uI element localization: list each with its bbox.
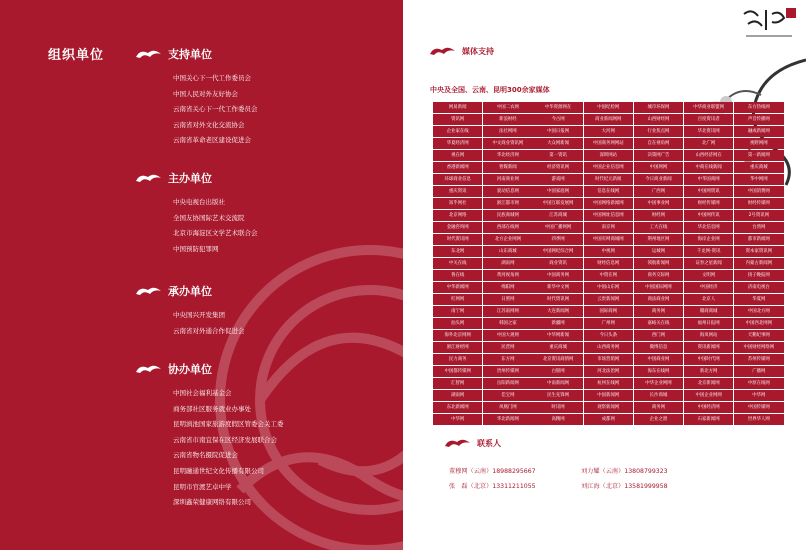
- media-cell: 商务交际网: [634, 270, 683, 281]
- media-cell: 证券之星新闻: [684, 258, 733, 269]
- media-cell: 海东在线网: [634, 366, 683, 377]
- media-cell: 新北方网: [684, 366, 733, 377]
- media-cell: 中国传媒网: [734, 402, 783, 413]
- media-cell: 天鹅纪事网: [734, 330, 783, 341]
- media-cell: 重庆资讯: [433, 186, 482, 197]
- media-cell: 中国家庭网: [533, 186, 582, 197]
- media-cell: 江苏商城: [533, 210, 582, 221]
- media-cell: 新浪财经: [483, 114, 532, 125]
- media-cell: 中华网新闻: [533, 330, 582, 341]
- media-cell: 四季网: [533, 234, 582, 245]
- media-cell: 西部在线网: [483, 222, 532, 233]
- media-cell: 嘉峪关在线: [634, 318, 683, 329]
- media-cell: 中国国际网网: [634, 282, 683, 293]
- media-cell: 鲁在线: [433, 270, 482, 281]
- media-cell: 信息在线网: [584, 186, 633, 197]
- media-cell: 红网网: [433, 294, 482, 305]
- media-cell: 中华企业网网: [634, 378, 683, 389]
- media-cell: 2号资讯网: [734, 210, 783, 221]
- media-cell: 民力商务: [433, 354, 482, 365]
- media-cell: 杭州在线网: [584, 378, 633, 389]
- contact-list: [449, 464, 713, 494]
- cloud-icon: [134, 362, 164, 376]
- media-cell: 东方网: [483, 354, 532, 365]
- media-cell: 领航新闻网: [634, 258, 683, 269]
- org-item: 中国社会福利基金会: [173, 389, 232, 397]
- media-cell: 华夏网: [734, 294, 783, 305]
- logo-seal-icon: [738, 4, 800, 44]
- media-cell: 中南新闻网: [533, 378, 582, 389]
- org-item: 中国关心下一代工作委员会: [173, 74, 251, 82]
- media-cell: 广州网: [584, 318, 633, 329]
- media-cell: 绵阳网: [483, 282, 532, 293]
- contact-title: 联系人: [477, 438, 501, 448]
- media-cell: 中国事业网: [634, 198, 683, 209]
- media-cell: 新疆网: [533, 318, 582, 329]
- org-item: 商务部社区服务就业办事处: [173, 404, 251, 413]
- media-cell: 山西财经网: [634, 114, 683, 125]
- media-cell: 今日头条: [584, 330, 633, 341]
- media-cell: 苏州传媒网: [734, 354, 783, 365]
- media-cell: 大众网新闻: [533, 138, 582, 149]
- media-cell: 山东商城: [483, 246, 532, 257]
- media-cell: 湖南网: [433, 390, 482, 401]
- media-cell: 网易新闻: [433, 102, 482, 113]
- cloud-icon: [443, 436, 473, 450]
- media-cell: 国际商网: [584, 306, 633, 317]
- media-cell: 湖南网: [483, 258, 532, 269]
- media-grid: [433, 102, 784, 425]
- media-cell: 民生先锋网: [533, 390, 582, 401]
- media-cell: 赣商商城: [684, 306, 733, 317]
- media-cell: 世界华人网: [734, 414, 783, 425]
- media-cell: 石家新闻网: [684, 414, 733, 425]
- media-cell: 荆州地区网: [634, 234, 683, 245]
- media-cell: 第一新闻网: [734, 150, 783, 161]
- section-organizer: [134, 283, 245, 339]
- media-cell: 中国二农网: [483, 102, 532, 113]
- media-cell: 河北法治网: [584, 366, 633, 377]
- media-cell: 经济资讯网: [533, 162, 582, 173]
- cloud-icon: [134, 47, 164, 61]
- media-cell: 中国网资讯: [684, 186, 733, 197]
- media-cell: 企业家在线: [433, 126, 482, 137]
- media-cell: 环球商业信息: [433, 174, 482, 185]
- media-cell: 百度资讯者: [684, 114, 733, 125]
- media-title: 媒体支持: [462, 46, 494, 56]
- media-cell: 中国山东网: [584, 282, 633, 293]
- media-cell: 商务网: [634, 402, 683, 413]
- section-heading: 协办单位: [168, 363, 212, 376]
- media-cell: 决策网广告: [634, 150, 683, 161]
- section-support: [134, 46, 258, 149]
- media-cell: 贵州传媒网: [483, 366, 532, 377]
- media-cell: 中国新闻网: [584, 390, 633, 401]
- contact-entry: 董穆网（云南）18988295667: [449, 468, 536, 475]
- media-cell: 游戏网: [533, 174, 582, 185]
- media-cell: 深圳网站: [584, 150, 633, 161]
- media-cell: 山西经济网在: [684, 150, 733, 161]
- media-cell: 都市新闻网: [734, 234, 783, 245]
- media-cell: 中国消费网: [734, 186, 783, 197]
- media-cell: 华北信息网: [684, 222, 733, 233]
- media-heading: [428, 44, 494, 58]
- media-cell: 智媒新闻: [483, 162, 532, 173]
- media-cell: 时代资讯网: [533, 294, 582, 305]
- media-cell: 中国经济网: [684, 402, 733, 413]
- media-cell: 民族商城网: [483, 210, 532, 221]
- media-cell: 视野网网: [734, 138, 783, 149]
- media-cell: 长沙商城: [634, 390, 683, 401]
- media-cell: 中国企业网网: [684, 390, 733, 401]
- org-item: 昆明融通世纪文化传播有限公司: [173, 466, 264, 475]
- media-cell: 中华新闻网: [433, 282, 482, 293]
- media-cell: 香港新闻网: [433, 162, 482, 173]
- media-cell: 民营网: [483, 342, 532, 353]
- media-cell: 中国北方网: [734, 306, 783, 317]
- media-cell: 商业新闻网网: [584, 114, 633, 125]
- media-cell: 北京人: [684, 294, 733, 305]
- media-cell: 中国纪检网: [584, 102, 633, 113]
- media-cell: 第一资讯: [533, 150, 582, 161]
- section-heading: 承办单位: [168, 285, 212, 298]
- media-cell: 江苏南网网: [483, 306, 532, 317]
- media-cell: 华夏经济网: [433, 138, 482, 149]
- media-cell: 行业焦点网: [634, 126, 683, 137]
- organizers-title: 组织单位: [48, 48, 105, 63]
- media-cell: 爱动信息网: [483, 186, 532, 197]
- media-cell: 千龙网-资讯: [684, 246, 733, 257]
- media-cell: 海岚网站: [684, 330, 733, 341]
- media-cell: 财经传媒网: [734, 198, 783, 209]
- media-cell: 中视网: [584, 246, 633, 257]
- media-cell: 岳阳新闻网: [483, 378, 532, 389]
- org-item: 昆明市官渡艺卓中学: [173, 482, 232, 491]
- media-cell: 金融咨询网: [433, 222, 482, 233]
- media-cell: 高精网: [533, 414, 582, 425]
- media-cell: 微博信息: [634, 342, 683, 353]
- section-co-organizer: [134, 361, 284, 511]
- org-item: 深圳鑫荣健康网络有限公司: [173, 498, 251, 507]
- media-cell: 东北新闻网: [433, 402, 482, 413]
- media-cell: 商务网: [634, 306, 683, 317]
- media-cell: 中关在线: [433, 258, 482, 269]
- media-cell: 北京网络: [433, 210, 482, 221]
- media-cell: 中国商务网: [533, 270, 582, 281]
- media-cell: 商法商业网: [634, 294, 683, 305]
- cloud-icon: [428, 44, 458, 58]
- media-cell: 中国企业信息网: [584, 162, 633, 173]
- media-panel: [403, 0, 806, 550]
- media-cell: 中国网传讯: [684, 210, 733, 221]
- media-cell: 中国大观网: [483, 330, 532, 341]
- media-cell: 资讯网: [433, 114, 482, 125]
- media-cell: 华北经济网: [483, 150, 532, 161]
- media-cell: 中国西北网网: [734, 318, 783, 329]
- media-cell: 浙江财经网: [433, 342, 482, 353]
- media-cell: 中国网络新闻网: [584, 198, 633, 209]
- media-cell: 浙江都市网: [483, 198, 532, 209]
- org-item: 中国预防犯罪网: [173, 244, 219, 253]
- media-cell: 中国财经网络网: [734, 342, 783, 353]
- media-cell: 日照网: [483, 294, 532, 305]
- media-cell: 北京新闻网: [684, 378, 733, 389]
- media-cell: 中华国商网: [684, 174, 733, 185]
- media-cell: 中国有网商城网: [584, 234, 633, 245]
- contact-entry: 张 磊（北京）13311211055: [449, 483, 536, 490]
- media-cell: 华北资讯网: [684, 126, 733, 137]
- contact-entry: 刘江海（北京）13581999958: [581, 483, 668, 490]
- org-item: 云南省革命老区建设促进会: [173, 136, 251, 145]
- media-cell: 白银网: [533, 366, 582, 377]
- media-cell: 中商在线新闻: [684, 162, 733, 173]
- section-heading: 支持单位: [168, 48, 212, 61]
- media-cell: 河南商业网: [483, 174, 532, 185]
- media-cell: 山西商务网: [584, 342, 633, 353]
- media-cell: 财经信息网: [584, 258, 633, 269]
- section-host: [134, 170, 258, 257]
- media-cell: 今古网: [533, 114, 582, 125]
- media-cell: 中国广播网网: [533, 222, 582, 233]
- org-item: 云南省对外通合作促进会: [173, 326, 245, 335]
- media-cell: 中国日报网: [533, 126, 582, 137]
- media-cell: 声音传播网: [734, 114, 783, 125]
- media-cell: 中国网纪综合网: [533, 246, 582, 257]
- contact-entry: 刘力耀（云南）13808799323: [581, 468, 668, 475]
- cloud-icon: [134, 284, 164, 298]
- media-cell: 西门网: [634, 330, 683, 341]
- org-item: 昆明滇池国家旅游度假区管委会关工委: [173, 420, 284, 429]
- media-cell: 华中网网: [734, 174, 783, 185]
- media-cell: 中国都传媒网: [433, 366, 482, 377]
- media-cell: 资讯新闻网: [684, 342, 733, 353]
- media-cell: 时代纪元新闻: [584, 174, 633, 185]
- cloud-icon: [134, 171, 164, 185]
- media-cell: 商业资讯: [533, 258, 582, 269]
- media-cell: 汕头网: [433, 318, 482, 329]
- media-cell: 中华资源网在: [533, 102, 582, 113]
- media-cell: 城市环保网: [634, 102, 683, 113]
- media-cell: 运城网: [634, 246, 683, 257]
- media-cell: 观察新闻网: [584, 402, 633, 413]
- media-cell: 海岸企业网: [684, 234, 733, 245]
- media-cell: 大连新闻网: [533, 306, 582, 317]
- media-cell: 财经传媒网: [684, 198, 733, 209]
- org-item: 中央电视台出版社: [173, 198, 225, 206]
- org-item: 云南省市南宜保在区经济发展联合会: [173, 435, 277, 444]
- media-cell: 南京网: [584, 222, 633, 233]
- media-cell: 中华网: [433, 414, 482, 425]
- media-cell: 北京资讯商情网: [533, 354, 582, 365]
- media-cell: 今日商业新闻: [634, 174, 683, 185]
- media-cell: 中华商业联盟网: [684, 102, 733, 113]
- media-cell: 中国商务网网站: [584, 138, 633, 149]
- contact-row: [449, 464, 713, 479]
- media-cell: 法社网网: [483, 126, 532, 137]
- media-cell: 东北网: [433, 246, 482, 257]
- media-cell: 中国时代网: [684, 354, 733, 365]
- media-cell: 工大在线: [634, 222, 683, 233]
- media-cell: 东方热线网: [734, 102, 783, 113]
- section-heading: 主办单位: [168, 172, 212, 185]
- media-cell: 中原在线网: [734, 378, 783, 389]
- media-subtitle: 中央及全国、云南、昆明300余家媒体: [430, 86, 550, 94]
- media-cell: 新华中文网: [533, 282, 582, 293]
- media-cell: 台湾网: [734, 222, 783, 233]
- org-item: 云南省对外文化交流协会: [173, 120, 245, 129]
- media-cell: 时讯网: [533, 402, 582, 413]
- media-cell: 中国网址信息网: [584, 210, 633, 221]
- org-item: 全国友协国际艺术交流院: [173, 213, 245, 222]
- org-item: 云南省关心下一代工作委员会: [173, 105, 258, 114]
- media-cell: 济南电视台: [734, 282, 783, 293]
- media-cell: 中国网网: [634, 162, 683, 173]
- media-cell: 福州日报网: [684, 318, 733, 329]
- contact-heading: [443, 436, 501, 450]
- media-cell: 企业之窗: [634, 414, 683, 425]
- media-cell: 广播网: [734, 366, 783, 377]
- media-cell: 市场营销网: [584, 354, 633, 365]
- org-item: 云南省物名摄院促进会: [173, 451, 238, 460]
- media-cell: 中资在网: [584, 270, 633, 281]
- contact-row: [449, 479, 713, 494]
- org-item: 北京市海淀区文学艺术联合会: [173, 229, 258, 238]
- media-cell: 北方企业网网: [483, 234, 532, 245]
- media-cell: 黄河视角网: [483, 270, 532, 281]
- media-cell: 知乎网社: [433, 198, 482, 209]
- media-cell: 重庆商城: [734, 162, 783, 173]
- media-cell: 中国互联发展网: [533, 198, 582, 209]
- media-cell: 内蒙古新闻网: [734, 258, 783, 269]
- media-cell: 大河网: [584, 126, 633, 137]
- media-cell: 时代资讯网: [433, 234, 482, 245]
- media-cell: 汇智网: [433, 378, 482, 389]
- media-cell: 北广网: [684, 138, 733, 149]
- org-item: 中国人民对外友好协会: [173, 89, 238, 98]
- media-cell: 成都网: [584, 414, 633, 425]
- media-cell: 重庆商城: [533, 342, 582, 353]
- org-item: 中央国兴开发集团: [173, 311, 225, 319]
- media-cell: 中华网: [734, 390, 783, 401]
- media-cell: 云贵新闻网: [584, 294, 633, 305]
- media-cell: 华北新闻网: [483, 414, 532, 425]
- media-cell: 自在视角网: [634, 138, 683, 149]
- media-cell: 广西网: [634, 186, 683, 197]
- media-cell: 凤凰门网: [483, 402, 532, 413]
- media-cell: 文明网: [684, 270, 733, 281]
- media-cell: 中文商业资讯网: [483, 138, 532, 149]
- media-cell: 视在网: [433, 150, 482, 161]
- media-cell: 资本家资讯网: [734, 246, 783, 257]
- media-cell: 融成新闻网: [734, 126, 783, 137]
- media-cell: 扬子晚报网: [734, 270, 783, 281]
- media-cell: 韩国之家: [483, 318, 532, 329]
- media-cell: 南宁网: [433, 306, 482, 317]
- media-cell: 中国商业网: [634, 354, 683, 365]
- media-cell: 海外北京网网: [433, 330, 482, 341]
- media-cell: 中国经济: [684, 282, 733, 293]
- media-cell: 佳宝网: [483, 390, 532, 401]
- media-cell: 财经网: [634, 210, 683, 221]
